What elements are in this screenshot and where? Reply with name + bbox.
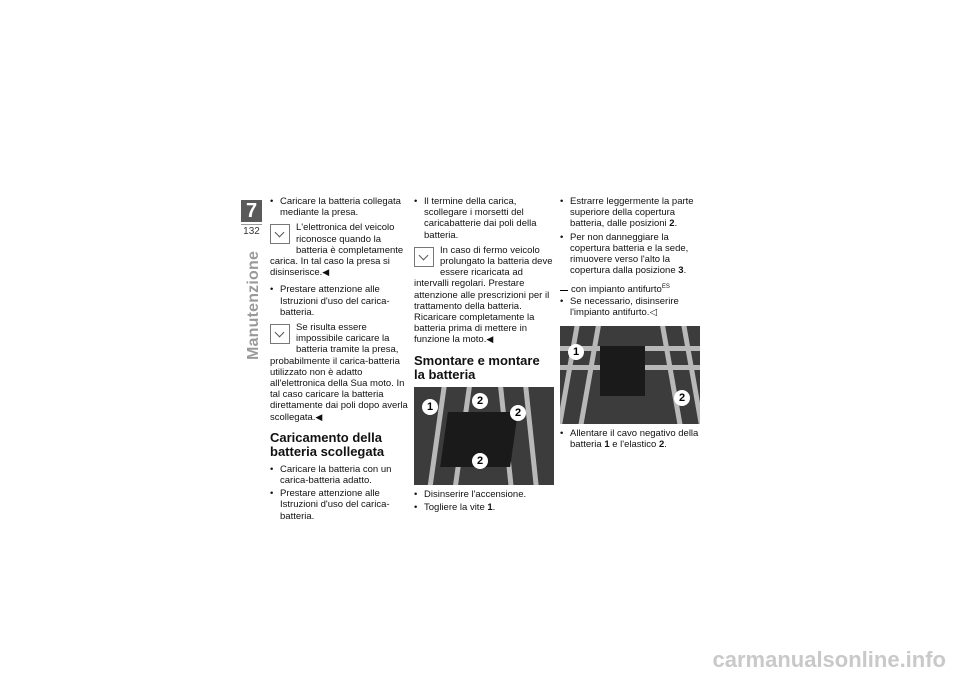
photo-callout: 1 [422, 399, 438, 415]
photo-callout: 2 [472, 393, 488, 409]
list-item: • Prestare attenzione alle Istruzioni d'uso del carica-batteria. [270, 488, 390, 522]
note-icon [270, 224, 290, 244]
end-mark-icon: ◀ [486, 334, 494, 345]
photo-callout: 2 [674, 390, 690, 406]
battery-cover-photo [414, 387, 554, 485]
battery-terminal-photo [560, 326, 700, 424]
photo-callout: 2 [472, 453, 488, 469]
list-item: • Togliere la vite 1. [414, 501, 496, 513]
list-item: • Disinserire l'accensione. [414, 488, 527, 500]
end-mark-icon: ◀ [322, 267, 330, 278]
list-item: • Allentare il cavo negativo della batteria 1 e l'elastico 2. [560, 428, 699, 451]
condition-line: con impianto antifurto$^{ES}$ [560, 282, 700, 295]
page-number: 132 [241, 224, 262, 237]
chapter-tab [241, 200, 262, 240]
note-block: Se risulta essere impossibile caricare la batteria tramite la presa, probabilmente il carica-batteria utilizzato non è adatto all'elettronica della Sua moto. In tal caso caricare la batteria direttamente dai poli dopo averla scollegata.◀ [270, 322, 408, 423]
condition-end-icon: ◁ [649, 306, 657, 318]
note-block: L'elettronica del veicolo riconosce quando la batteria è completamente carica. In tal caso la presa si disinserisce.◀ [270, 222, 404, 279]
list-item: • Il termine della carica, scollegare i morsetti del caricabatterie dai poli della batteria. [414, 196, 537, 241]
list-item: • Se necessario, disinserire l'impianto antifurto.◁ [560, 295, 679, 318]
photo-callout: 1 [568, 344, 584, 360]
photo-callout: 2 [510, 405, 526, 421]
end-mark-icon: ◀ [315, 411, 323, 422]
section-heading: Smontare e montare la batteria [414, 352, 540, 382]
column-1 [270, 196, 410, 524]
list-item: • Per non danneggiare la copertura batteria e la sede, rimuovere verso l'alto la copertura dalla posizione 3. [560, 231, 689, 277]
list-item: • Caricare la batteria collegata mediante la presa. [270, 196, 401, 219]
chapter-number: 7 [241, 200, 262, 222]
column-2 [414, 196, 554, 515]
watermark: carmanualsonline.info [712, 647, 946, 672]
list-item: • Estrarre leggermente la parte superiore della copertura batteria, dalle posizioni 2. [560, 196, 694, 230]
note-icon [270, 324, 290, 344]
column-3 [560, 196, 700, 453]
note-block: In caso di fermo veicolo prolungato la batteria deve essere ricaricata ad intervalli regolari. Prestare attenzione alle prescrizioni per il trattamento della batteria. Ricaricare completamente la batteria prima di mettere in funzione la moto.◀ [414, 244, 553, 346]
section-heading: Caricamento della batteria scollegata [270, 429, 385, 459]
note-icon [414, 247, 434, 267]
list-item: • Prestare attenzione alle Istruzioni d'uso del carica-batteria. [270, 284, 390, 318]
chapter-side-label: Manutenzione [245, 250, 262, 360]
list-item: • Caricare la batteria con un carica-batteria adatto. [270, 463, 392, 487]
